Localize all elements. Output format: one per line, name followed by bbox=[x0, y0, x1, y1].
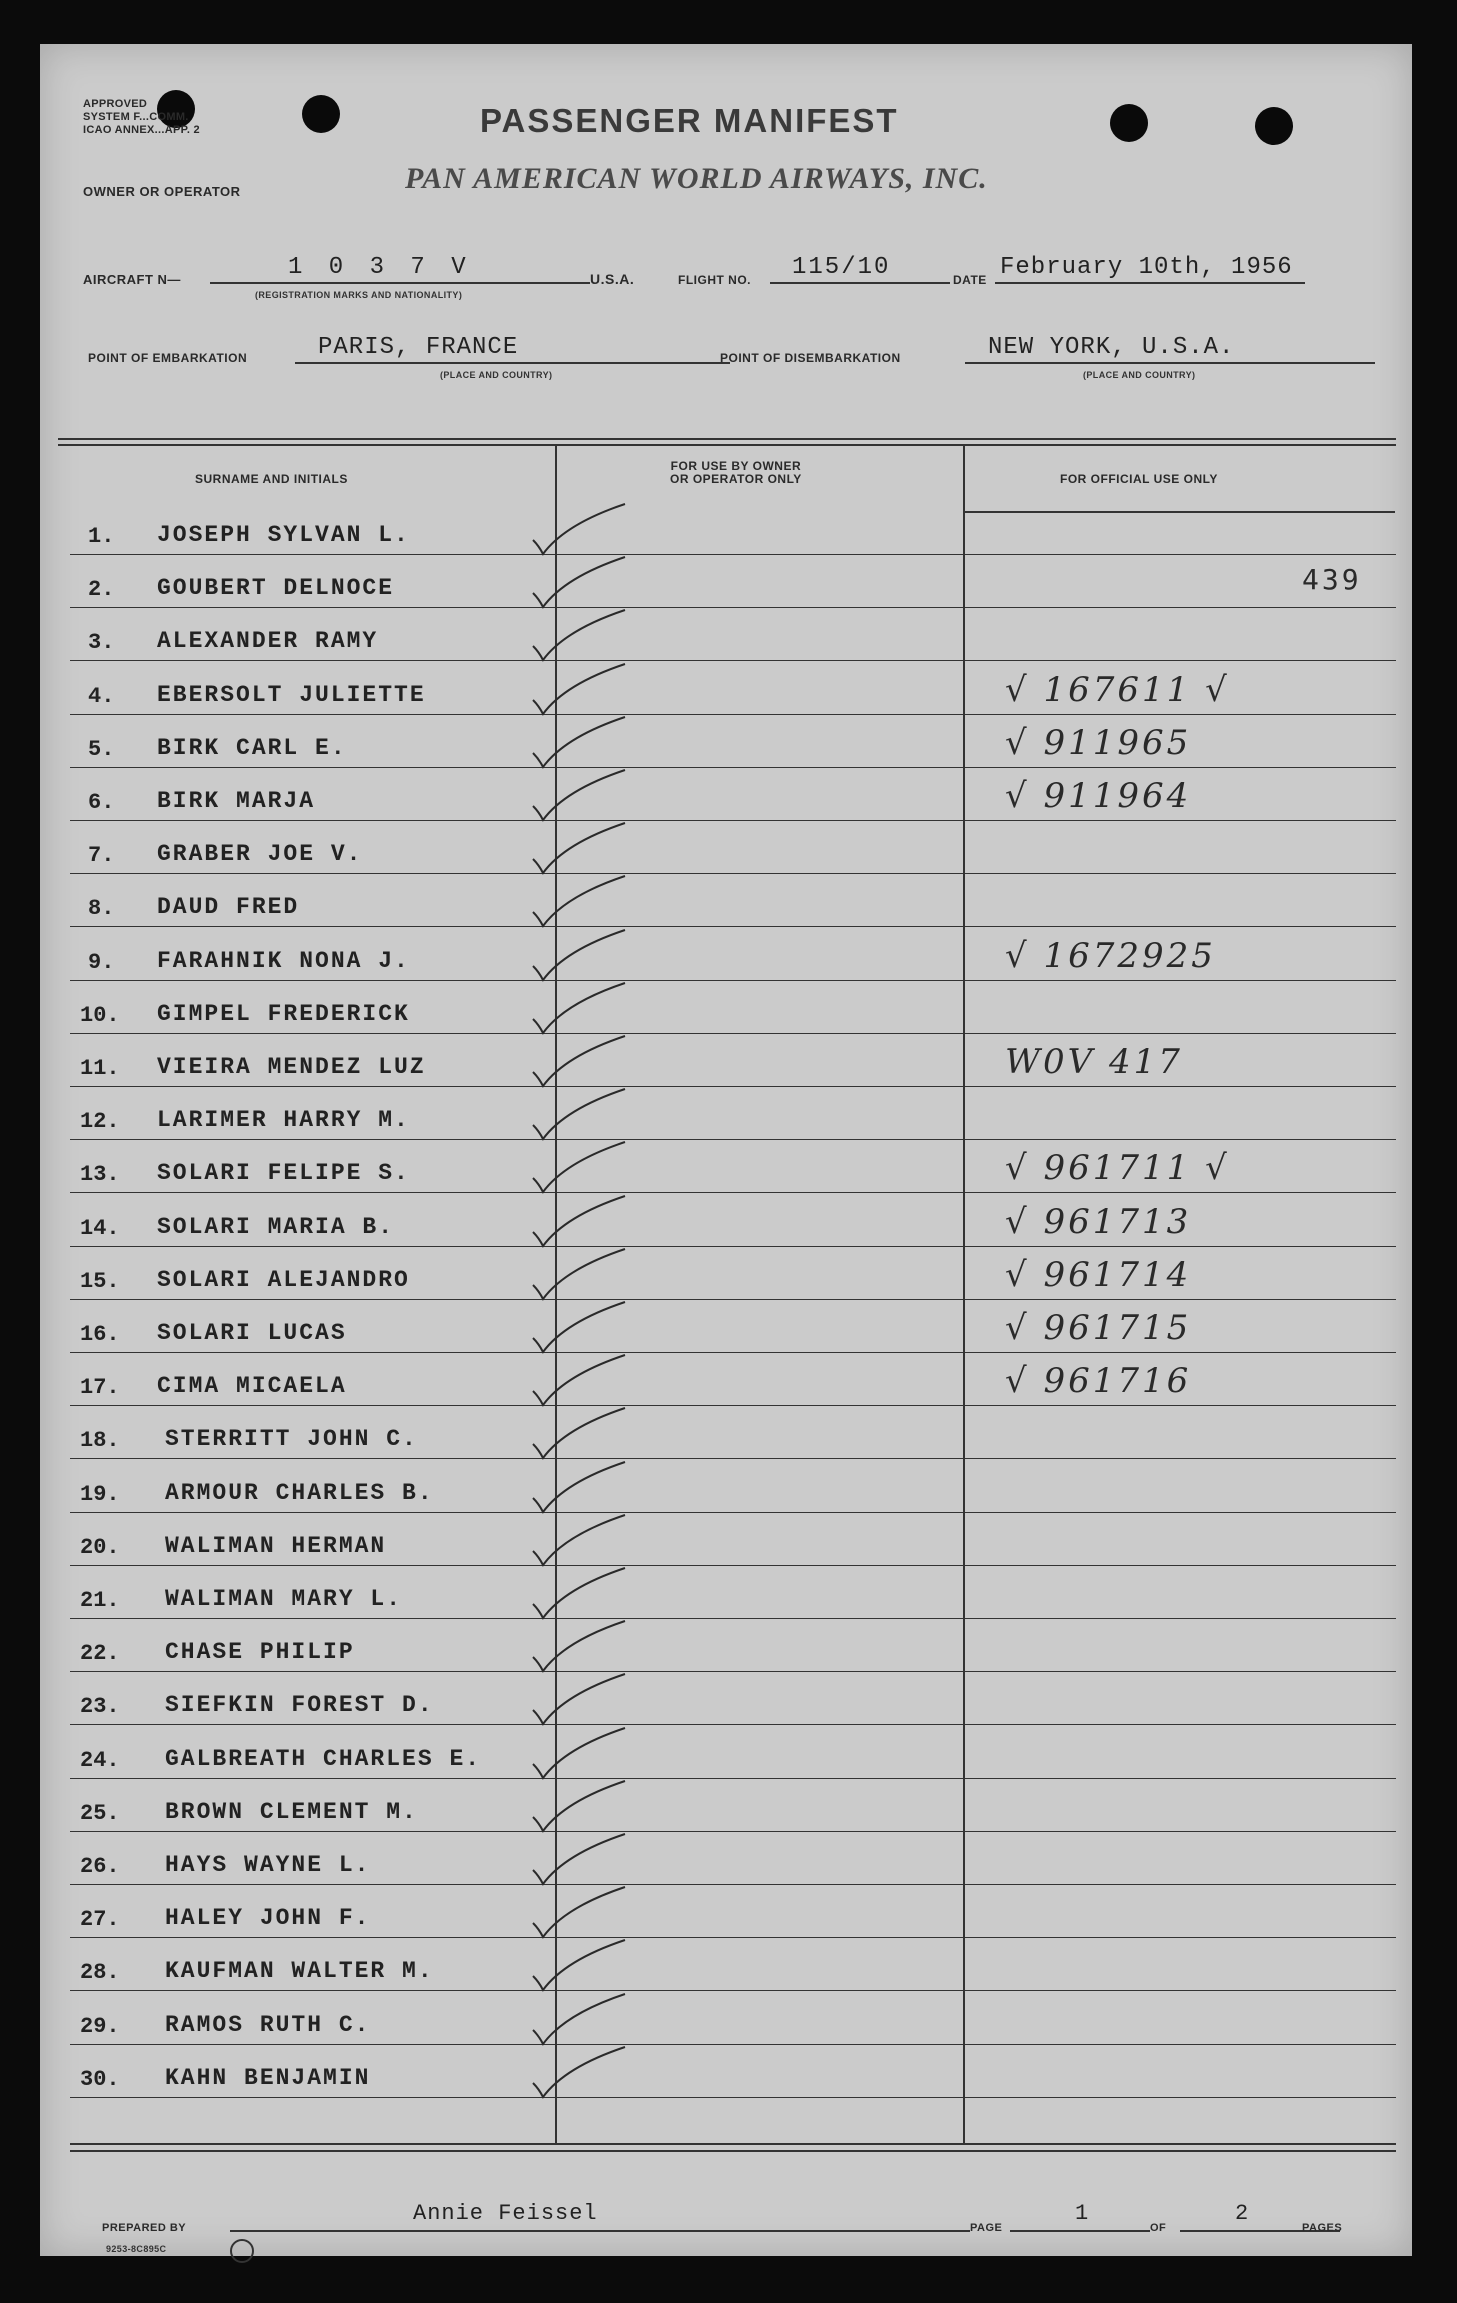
row-rule bbox=[70, 1565, 1396, 1566]
passenger-name: HAYS WAYNE L. bbox=[165, 1852, 371, 1878]
prepared-label: PREPARED BY bbox=[102, 2222, 187, 2234]
col-header-official: FOR OFFICIAL USE ONLY bbox=[1060, 472, 1218, 486]
passenger-name: SOLARI MARIA B. bbox=[157, 1213, 395, 1240]
row-number: 30. bbox=[80, 2066, 120, 2092]
page-title: PASSENGER MANIFEST bbox=[480, 102, 899, 139]
passenger-name: ALEXANDER RAMY bbox=[157, 628, 379, 655]
aircraft-caption: (REGISTRATION MARKS AND NATIONALITY) bbox=[255, 290, 463, 300]
passenger-name: ARMOUR CHARLES B. bbox=[165, 1479, 434, 1506]
row-number: 21. bbox=[80, 1588, 120, 1613]
check-mark-icon bbox=[525, 1140, 635, 1200]
row-rule bbox=[70, 1458, 1396, 1459]
row-rule bbox=[70, 1778, 1396, 1779]
date-label: DATE bbox=[953, 273, 987, 287]
col-header-surname: SURNAME AND INITIALS bbox=[195, 472, 348, 486]
aircraft-value: 1 0 3 7 V bbox=[288, 254, 472, 281]
passenger-name: CIMA MICAELA bbox=[157, 1373, 347, 1400]
row-number: 17. bbox=[80, 1375, 120, 1401]
row-number: 28. bbox=[80, 1960, 120, 1986]
embark-label: POINT OF EMBARKATION bbox=[88, 351, 248, 365]
passenger-name: EBERSOLT JULIETTE bbox=[157, 681, 426, 708]
passenger-name: CHASE PHILIP bbox=[165, 1639, 355, 1666]
official-entry: √ 1672925 bbox=[1005, 935, 1216, 976]
row-number: 25. bbox=[80, 1800, 120, 1826]
check-mark-icon bbox=[525, 1406, 635, 1466]
row-number: 15. bbox=[80, 1268, 120, 1294]
check-mark-icon bbox=[525, 1460, 635, 1520]
check-mark-icon bbox=[525, 1247, 635, 1307]
official-entry: √ 961715 bbox=[1005, 1308, 1192, 1348]
passenger-name: GOUBERT DELNOCE bbox=[157, 575, 395, 602]
aircraft-label: AIRCRAFT N— bbox=[83, 272, 181, 287]
passenger-name: HALEY JOHN F. bbox=[165, 1905, 371, 1932]
owner-value: PAN AMERICAN WORLD AIRWAYS, INC. bbox=[405, 162, 988, 195]
passenger-name: FARAHNIK NONA J. bbox=[157, 947, 410, 974]
passenger-name: BIRK CARL E. bbox=[157, 734, 347, 761]
official-entry: √ 961713 bbox=[1005, 1201, 1192, 1242]
col-header-owner: FOR USE BY OWNER OR OPERATOR ONLY bbox=[670, 459, 802, 486]
row-rule bbox=[70, 1671, 1396, 1672]
row-number: 9. bbox=[88, 949, 115, 975]
row-number: 18. bbox=[80, 1428, 120, 1454]
row-rule bbox=[70, 1884, 1396, 1885]
official-entry: √ 167611 √ bbox=[1005, 669, 1230, 710]
row-number: 26. bbox=[80, 1854, 120, 1879]
official-entry: √ 961714 bbox=[1005, 1254, 1192, 1295]
passenger-name: GRABER JOE V. bbox=[157, 841, 363, 868]
passenger-name: SOLARI FELIPE S. bbox=[157, 1160, 410, 1187]
check-mark-icon bbox=[525, 1992, 635, 2052]
approval-note: APPROVED SYSTEM F...COMM. ICAO ANNEX...APP. 2 bbox=[83, 98, 200, 136]
passenger-name: DAUD FRED bbox=[157, 894, 300, 921]
check-mark-icon bbox=[525, 608, 635, 668]
check-mark-icon bbox=[525, 2045, 635, 2105]
check-mark-icon bbox=[525, 1034, 635, 1094]
disembark-caption: (PLACE AND COUNTRY) bbox=[1083, 370, 1196, 380]
row-number: 24. bbox=[80, 1747, 120, 1773]
disembark-value: NEW YORK, U.S.A. bbox=[988, 334, 1235, 361]
row-number: 14. bbox=[80, 1215, 120, 1241]
row-rule bbox=[70, 1139, 1396, 1140]
row-rule bbox=[70, 1937, 1396, 1938]
punch-hole-icon bbox=[1255, 107, 1293, 145]
pages-label: PAGES bbox=[1302, 2222, 1343, 2234]
row-number: 3. bbox=[88, 630, 115, 656]
row-number: 10. bbox=[80, 1002, 120, 1028]
row-rule bbox=[70, 1033, 1396, 1034]
row-number: 12. bbox=[80, 1109, 120, 1135]
row-rule bbox=[70, 554, 1396, 555]
official-entry: √ 961716 bbox=[1005, 1361, 1192, 1402]
row-rule bbox=[70, 1299, 1396, 1300]
row-rule bbox=[70, 1618, 1396, 1619]
passenger-name: WALIMAN MARY L. bbox=[165, 1586, 403, 1612]
check-mark-icon bbox=[525, 1726, 635, 1786]
check-mark-icon bbox=[525, 1087, 635, 1147]
row-number: 1. bbox=[88, 524, 115, 549]
page-label: PAGE bbox=[970, 2222, 1003, 2234]
check-mark-icon bbox=[525, 1566, 635, 1626]
row-rule bbox=[70, 926, 1396, 927]
check-mark-icon bbox=[525, 1513, 635, 1573]
passenger-name: GIMPEL FREDERICK bbox=[157, 1000, 410, 1027]
row-number: 23. bbox=[80, 1694, 120, 1720]
passenger-name: LARIMER HARRY M. bbox=[157, 1107, 410, 1134]
check-mark-icon bbox=[525, 1353, 635, 1413]
check-mark-icon bbox=[525, 1779, 635, 1839]
row-number: 7. bbox=[88, 843, 115, 869]
row-rule bbox=[70, 607, 1396, 608]
punch-hole-icon bbox=[1110, 104, 1148, 142]
row-number: 4. bbox=[88, 683, 115, 709]
passenger-name: BROWN CLEMENT M. bbox=[165, 1798, 418, 1825]
row-rule bbox=[70, 980, 1396, 981]
check-mark-icon bbox=[525, 1300, 635, 1360]
check-mark-icon bbox=[525, 1938, 635, 1998]
check-mark-icon bbox=[525, 928, 635, 988]
check-mark-icon bbox=[525, 1194, 635, 1254]
passenger-name: SOLARI ALEJANDRO bbox=[157, 1266, 410, 1293]
row-rule bbox=[70, 660, 1396, 661]
manifest-sheet bbox=[40, 44, 1412, 2256]
row-number: 27. bbox=[80, 1907, 120, 1933]
row-number: 20. bbox=[80, 1534, 120, 1560]
check-mark-icon bbox=[525, 768, 635, 828]
embark-value: PARIS, FRANCE bbox=[318, 334, 519, 361]
date-value: February 10th, 1956 bbox=[1000, 254, 1293, 281]
flight-value: 115/10 bbox=[792, 254, 891, 281]
check-mark-icon bbox=[525, 555, 635, 615]
row-rule bbox=[70, 1192, 1396, 1193]
row-rule bbox=[70, 2044, 1396, 2045]
row-number: 2. bbox=[88, 577, 115, 603]
official-entry: √ 911964 bbox=[1005, 776, 1192, 816]
check-mark-icon bbox=[525, 1885, 635, 1945]
row-number: 8. bbox=[88, 896, 115, 922]
passenger-name: GALBREATH CHARLES E. bbox=[165, 1745, 482, 1772]
row-rule bbox=[70, 1405, 1396, 1406]
row-rule bbox=[70, 1990, 1396, 1991]
passenger-name: SIEFKIN FOREST D. bbox=[165, 1692, 434, 1719]
check-mark-icon bbox=[525, 874, 635, 934]
page-value: 1 bbox=[1075, 2201, 1091, 2226]
row-rule bbox=[70, 767, 1396, 768]
embark-caption: (PLACE AND COUNTRY) bbox=[440, 370, 553, 380]
check-mark-icon bbox=[525, 1619, 635, 1679]
row-rule bbox=[70, 1246, 1396, 1247]
country-label: U.S.A. bbox=[590, 271, 635, 287]
owner-label: OWNER OR OPERATOR bbox=[83, 184, 241, 199]
row-rule bbox=[70, 1086, 1396, 1087]
check-mark-icon bbox=[525, 1672, 635, 1732]
disembark-label: POINT OF DISEMBARKATION bbox=[720, 351, 901, 365]
punch-hole-icon bbox=[302, 95, 340, 133]
passenger-name: RAMOS RUTH C. bbox=[165, 2011, 371, 2038]
row-rule bbox=[70, 2097, 1396, 2098]
row-number: 16. bbox=[80, 1322, 120, 1347]
row-number: 5. bbox=[88, 736, 115, 762]
official-entry: W0V 417 bbox=[1005, 1042, 1183, 1082]
row-rule bbox=[70, 1831, 1396, 1832]
check-mark-icon bbox=[525, 715, 635, 775]
union-bug-icon bbox=[230, 2239, 254, 2263]
passenger-name: BIRK MARJA bbox=[157, 788, 316, 814]
check-mark-icon bbox=[525, 502, 635, 562]
check-mark-icon bbox=[525, 1832, 635, 1892]
passenger-name: VIEIRA MENDEZ LUZ bbox=[157, 1054, 426, 1080]
flight-label: FLIGHT NO. bbox=[678, 273, 751, 287]
official-entry: √ 911965 bbox=[1005, 722, 1192, 763]
row-number: 13. bbox=[80, 1162, 120, 1188]
official-entry: √ 961711 √ bbox=[1005, 1148, 1230, 1189]
prepared-value: Annie Feissel bbox=[413, 2201, 598, 2226]
row-number: 19. bbox=[80, 1481, 120, 1507]
official-entry: 439 bbox=[1302, 563, 1362, 597]
passenger-name: KAUFMAN WALTER M. bbox=[165, 1958, 434, 1985]
row-rule bbox=[70, 873, 1396, 874]
row-number: 29. bbox=[80, 2013, 120, 2039]
row-number: 6. bbox=[88, 790, 115, 815]
passenger-name: WALIMAN HERMAN bbox=[165, 1532, 387, 1559]
check-mark-icon bbox=[525, 981, 635, 1041]
row-number: 11. bbox=[80, 1056, 120, 1081]
row-rule bbox=[70, 820, 1396, 821]
passenger-name: KAHN BENJAMIN bbox=[165, 2064, 371, 2091]
check-mark-icon bbox=[525, 821, 635, 881]
row-rule bbox=[70, 1352, 1396, 1353]
form-code: 9253-8C895C bbox=[106, 2244, 167, 2254]
row-rule bbox=[70, 714, 1396, 715]
passenger-name: STERRITT JOHN C. bbox=[165, 1426, 418, 1453]
row-rule bbox=[70, 1512, 1396, 1513]
passenger-name: JOSEPH SYLVAN L. bbox=[157, 522, 410, 548]
of-value: 2 bbox=[1235, 2201, 1251, 2226]
row-number: 22. bbox=[80, 1641, 120, 1667]
of-label: OF bbox=[1150, 2222, 1167, 2234]
row-rule bbox=[70, 1724, 1396, 1725]
passenger-name: SOLARI LUCAS bbox=[157, 1320, 347, 1346]
check-mark-icon bbox=[525, 662, 635, 722]
